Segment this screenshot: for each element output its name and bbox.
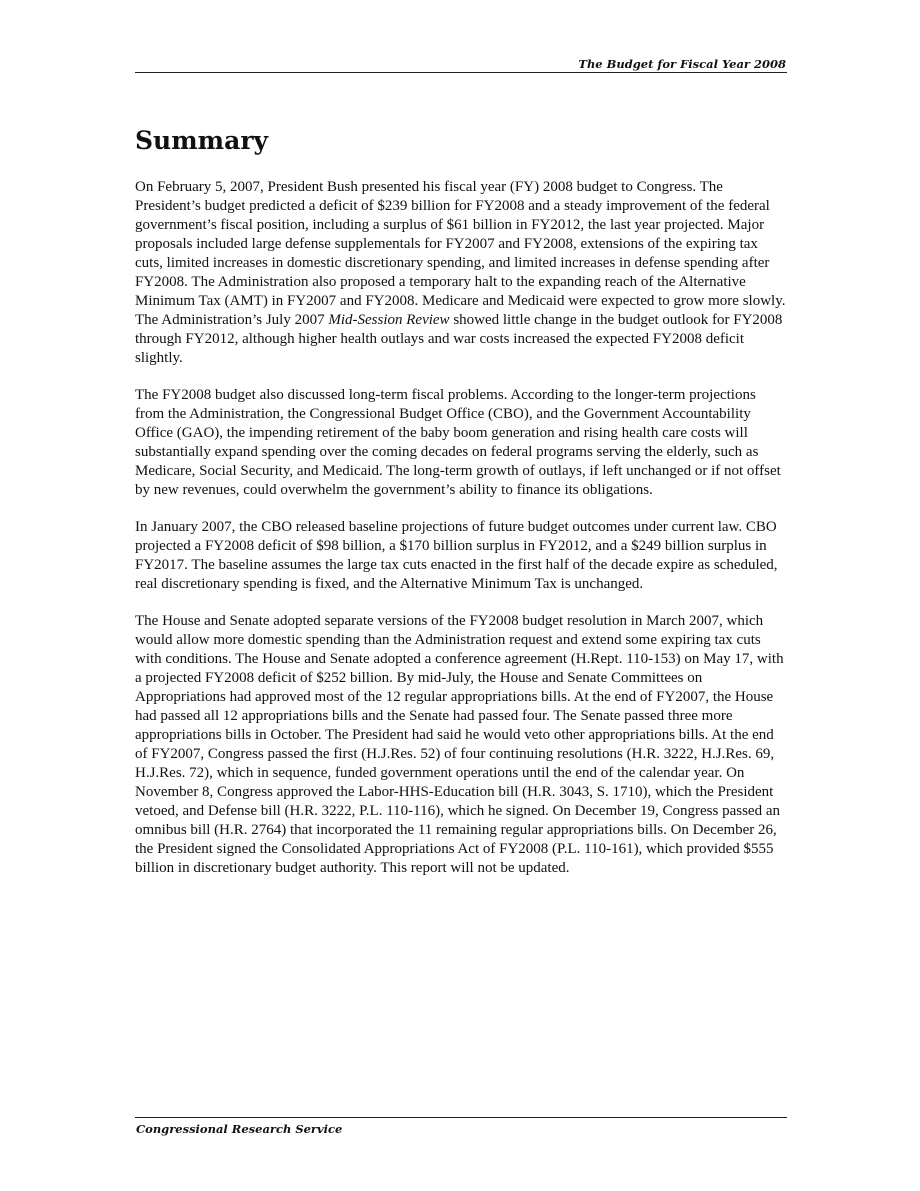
mid-session-review-title: Mid-Session Review <box>328 312 450 328</box>
paragraph-3: In January 2007, the CBO released baseline projections of future budget outcomes under current law. CBO projected a FY2008 deficit of $98 billion, a $170 billion surplus in FY2012, and a $249 billion surplus in FY2017. The baseline assumes the large tax cuts enacted in the first half of the decade expire as scheduled, real discretionary spending is fixed, and the Alternative Minimum Tax is unchanged. <box>135 519 778 592</box>
footer-publisher: Congressional Research Service <box>136 1122 343 1136</box>
section-heading: Summary <box>135 126 269 155</box>
paragraph-1-text-a: On February 5, 2007, President Bush presented his fiscal year (FY) 2008 budget to Congress. The President’s budget predicted a deficit of $239 billion for FY2008 and a steady improvement of the federal government’s fiscal position, including a surplus of $61 billion in FY2012, the last year projected. Major proposals included large defense supplementals for FY2007 and FY2008, extensions of the expiring tax cuts, limited increases in domestic discretionary spending, and limited increases in defense spending after FY2008. The Administration also proposed a temporary halt to the expanding reach of the Alternative Minimum Tax (AMT) in FY2007 and FY2008. Medicare and Medicaid were expected to grow more slowly. The Administration’s July 2007 <box>135 179 786 328</box>
footer-divider <box>135 1117 787 1118</box>
paragraph-1-text-b: showed little change in the budget outlook for FY2008 through FY2012, although higher health outlays and war costs increased the expected FY2008 deficit slightly. <box>135 312 783 366</box>
header-divider <box>135 72 787 73</box>
paragraph-2: The FY2008 budget also discussed long-term fiscal problems. According to the longer-term projections from the Administration, the Congressional Budget Office (CBO), and the Government Accountability Office (GAO), the impending retirement of the baby boom generation and rising health care costs will substantially expand spending over the coming decades on federal programs serving the elderly, such as Medicare, Social Security, and Medicaid. The long-term growth of outlays, if left unchanged or if not offset by new revenues, could overwhelm the government’s ability to finance its obligations. <box>135 387 781 498</box>
paragraph-1 <box>135 178 787 368</box>
paragraph-4: The House and Senate adopted separate versions of the FY2008 budget resolution in March 2007, which would allow more domestic spending than the Administration request and extend some expiring tax cuts with conditions. The House and Senate adopted a conference agreement (H.Rept. 110-153) on May 17, with a projected FY2008 deficit of $252 billion. By mid-July, the House and Senate Committees on Appropriations had approved most of the 12 regular appropriations bills. At the end of FY2007, the House had passed all 12 appropriations bills and the Senate had passed four. The Senate passed three more appropriations bills in October. The President had said he would veto other appropriations bills. At the end of FY2007, Congress passed the first (H.J.Res. 52) of four continuing resolutions (H.R. 3222, H.J.Res. 69, H.J.Res. 72), which in sequence, funded government operations until the end of the calendar year. On November 8, Congress approved the Labor-HHS-Education bill (H.R. 3043, S. 1710), which the President vetoed, and Defense bill (H.R. 3222, P.L. 110-116), which he signed. On December 19, Congress passed an omnibus bill (H.R. 2764) that incorporated the 11 remaining regular appropriations bills. On December 26, the President signed the Consolidated Appropriations Act of FY2008 (P.L. 110-161), which provided $555 billion in discretionary budget authority. This report will not be updated. <box>135 613 784 876</box>
running-header-title: The Budget for Fiscal Year 2008 <box>578 57 786 71</box>
page-content <box>135 124 787 896</box>
